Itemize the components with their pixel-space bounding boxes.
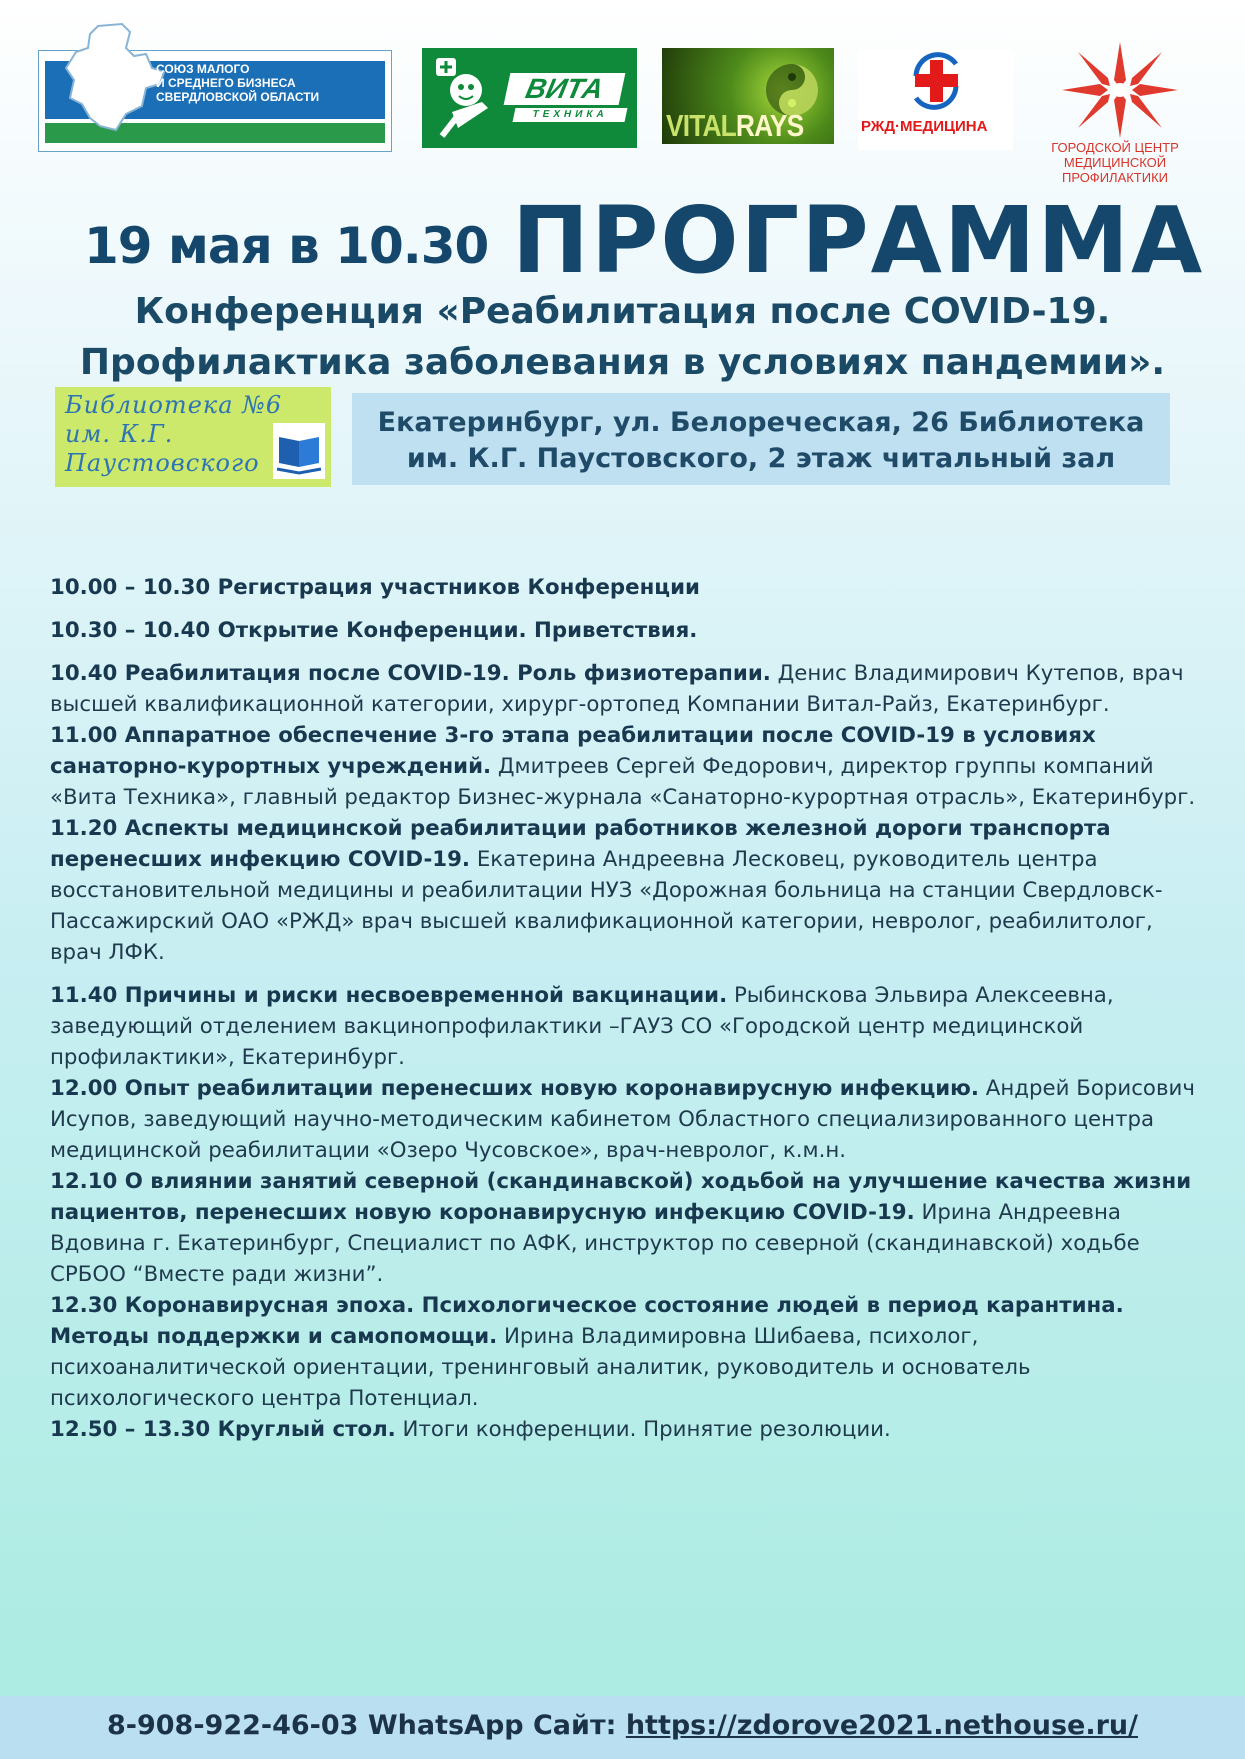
sme-logo-line: И СРЕДНЕГО БИЗНЕСА	[156, 76, 296, 90]
program-item	[50, 980, 1210, 1073]
vital-rays-logo	[662, 48, 834, 144]
vita-logo-word: ВИТА	[504, 73, 626, 105]
program-item-speaker: Екатерина Андреевна Лесковец, руководитель центра восстановительной медицины и реабилитации НУЗ «Дорожная больница на станции Свердловск-Пассажирский ОАО «РЖД» врач высшей квалификационной категории, невролог, реабилитолог, врач ЛФК.	[50, 847, 1163, 965]
city-prevention-center-logo	[1040, 40, 1220, 190]
program-item	[50, 572, 1210, 603]
program-item	[50, 720, 1210, 813]
vital-word: VITAL	[666, 108, 736, 143]
contact-footer	[0, 1696, 1245, 1759]
program-item	[50, 615, 1210, 646]
program-item-speaker: Дмитреев Сергей Федорович, директор группы компаний «Вита Техника», главный редактор Бизнес-журнала «Санаторно-курортная отрасль», Екатеринбург.	[50, 754, 1196, 810]
footer-contact-line	[0, 1710, 1245, 1741]
gcmp-logo-line: ГОРОДСКОЙ ЦЕНТР	[1051, 140, 1179, 155]
rzd-medicine-logo	[858, 50, 1013, 150]
red-star-icon	[1060, 40, 1180, 140]
venue-address	[352, 393, 1170, 485]
program-item-speaker: Андрей Борисович Исупов, заведующий научно-методическим кабинетом Областного специализированного центра медицинской реабилитации «Озеро Чусовское», врач-невролог, к.м.н.	[50, 1076, 1195, 1163]
program-item-title: 11.40 Причины и риски несвоевременной вакцинации.	[50, 983, 728, 1008]
event-date: 19 мая в 10.30	[84, 217, 489, 275]
rays-word: RAYS	[735, 108, 804, 143]
library-logo-line: Библиотека №6	[65, 391, 283, 419]
program-item	[50, 1073, 1210, 1166]
website-link[interactable]: https://zdorove2021.nethouse.ru/	[625, 1710, 1139, 1741]
gcmp-logo-text	[1040, 140, 1190, 185]
program-item-title: 12.10 О влиянии занятий северной (скандинавской) ходьбой на улучшение качества жизни пациентов, перенесших новую коронавирусную инфекцию COVID-19.	[50, 1169, 1192, 1225]
conference-title-line: Конференция «Реабилитация после COVID-19.	[134, 291, 1111, 332]
rzd-logo-text: РЖД·МЕДИЦИНА	[861, 118, 988, 135]
sme-logo-line: СОЮЗ МАЛОГО	[156, 62, 250, 76]
page-title: ПРОГРАММА	[512, 187, 1205, 294]
program-item-speaker: Итоги конференции. Принятие резолюции.	[402, 1417, 891, 1442]
sme-union-logo	[38, 22, 394, 152]
vita-mascot-icon	[432, 56, 502, 140]
program-item-title: 12.30 Коронавирусная эпоха. Психологическое состояние людей в период карантина. Методы поддержки и самопомощи.	[50, 1293, 1124, 1349]
vita-technika-logo	[422, 48, 637, 148]
program-item-title: 11.00 Аппаратное обеспечение 3-го этапа реабилитации после COVID-19 в условиях санаторно-курортных учреждений.	[50, 723, 1096, 779]
sme-logo-text	[156, 62, 386, 104]
phone-whatsapp-text: 8-908-922-46-03 WhatsApp Сайт:	[106, 1710, 617, 1741]
library-logo-line: им. К.Г.	[65, 420, 174, 448]
program-item-title: 10.40 Реабилитация после COVID-19. Роль физиотерапии.	[50, 661, 771, 686]
program-item	[50, 1414, 1210, 1445]
program-item	[50, 1166, 1210, 1290]
program-item-speaker: Денис Владимирович Кутепов, врач высшей квалификационной категории, хирург-ортопед Компании Витал-Райз, Екатеринбург.	[50, 661, 1184, 717]
gcmp-logo-line: ПРОФИЛАКТИКИ	[1061, 170, 1169, 185]
conference-title-line: Профилактика заболевания в условиях пандемии».	[79, 342, 1166, 383]
program-item	[50, 658, 1210, 720]
program-item	[50, 813, 1210, 968]
sme-logo-line: СВЕРДЛОВСКОЙ ОБЛАСТИ	[156, 90, 320, 104]
program-item-speaker: Рыбинскова Эльвира Алексеевна, заведующий отделением вакцинопрофилактики –ГАУЗ СО «Городской центр медицинской профилактики», Екатеринбург.	[50, 983, 1114, 1070]
gcmp-logo-line: МЕДИЦИНСКОЙ	[1063, 155, 1167, 170]
program-item-title: 12.50 – 13.30 Круглый стол.	[50, 1417, 396, 1442]
program-item	[50, 1290, 1210, 1414]
address-line: Екатеринбург, ул. Белореческая, 26 Библиотека	[377, 407, 1145, 438]
vita-logo-subtitle: ТЕХНИКА	[513, 108, 628, 122]
book-icon-frame	[273, 423, 325, 479]
program-item-title: 12.00 Опыт реабилитации перенесших новую коронавирусную инфекцию.	[50, 1076, 979, 1101]
program-item-title: 10.30 – 10.40 Открытие Конференции. Приветствия.	[50, 618, 698, 643]
library-logo	[55, 387, 331, 487]
book-icon	[273, 423, 325, 479]
conference-title	[0, 286, 1245, 388]
venue-address-text	[352, 405, 1170, 477]
library-logo-line: Паустовского	[65, 449, 260, 477]
program-item-title: 11.20 Аспекты медицинской реабилитации работников железной дороги транспорта перенесших инфекцию COVID-19.	[50, 816, 1111, 872]
vital-rays-text	[666, 108, 803, 144]
rzd-cross-icon	[906, 50, 966, 112]
program-item-speaker: Ирина Андреевна Вдовина г. Екатеринбург, Специалист по АФК, инструктор по северной (скандинавской) ходьбе СРБОО “Вместе ради жизни”.	[50, 1200, 1140, 1287]
program-schedule	[50, 572, 1210, 1445]
address-line: им. К.Г. Паустовского, 2 этаж читальный зал	[406, 443, 1116, 474]
program-item-speaker: Ирина Владимировна Шибаева, психолог, психоаналитической ориентации, тренинговый аналитик, руководитель и основатель психологического центра Потенциал.	[50, 1324, 1031, 1411]
program-item-title: 10.00 – 10.30 Регистрация участников Конференции	[50, 575, 700, 600]
